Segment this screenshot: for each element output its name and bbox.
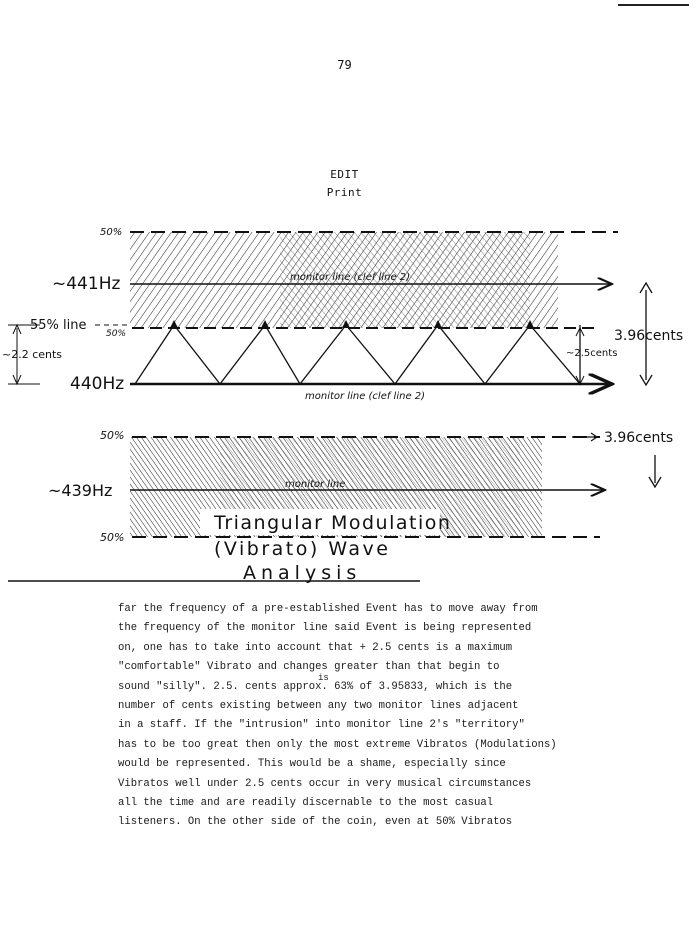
figure-title-line1: Triangular Modulation: [214, 512, 452, 534]
label-monitor-line-upper: monitor line (clef line 2): [290, 272, 411, 283]
body-line: all the time and are readily discernable to the most casual: [118, 796, 494, 809]
vibrato-figure: [0, 215, 689, 590]
heading-print: Print: [326, 186, 363, 199]
label-55-line: 55% line: [30, 318, 87, 333]
label-cents-2-2: ~2.2 cents: [2, 348, 63, 361]
label-freq-439: ~439Hz: [48, 481, 113, 500]
label-cents-right-upper: 3.96cents: [614, 328, 684, 344]
body-line: number of cents existing between any two monitor lines adjacent: [118, 699, 519, 712]
handwritten-insert: is: [318, 672, 329, 683]
body-paragraph: [118, 600, 588, 833]
body-line: in a staff. If the "intrusion" into monitor line 2's "territory": [118, 719, 525, 732]
triangle-wave: [135, 325, 580, 384]
body-line: on, one has to take into account that + 2.5 cents is a maximum: [118, 641, 513, 654]
body-line: far the frequency of a pre-established Event has to move away from: [118, 603, 538, 615]
label-cents-right-lower: 3.96cents: [604, 430, 674, 446]
top-edge-rule: [618, 4, 689, 6]
figure-title-line2: (Vibrato) Wave: [214, 538, 391, 560]
label-bottom-percent: 50%: [100, 531, 125, 544]
page-number: 79: [337, 58, 352, 72]
body-line: Vibratos well under 2.5 cents occur in very musical circumstances: [118, 777, 532, 790]
label-monitor-line-middle: monitor line (clef line 2): [305, 391, 426, 402]
label-monitor-line-lower: monitor line: [285, 479, 346, 490]
body-line: would be represented. This would be a shame, especially since: [118, 758, 506, 771]
label-freq-441: ~441Hz: [52, 274, 121, 294]
label-cents-2-5: ~2.5cents: [566, 348, 618, 359]
body-line: "comfortable" Vibrato and changes greater than that begin to: [118, 661, 500, 674]
body-line: the frequency of the monitor line said Event is being represented: [118, 622, 532, 635]
body-line: sound "silly". 2.5. cents approx. 63% of 3.95833, which is the: [118, 680, 513, 693]
body-line: has to be too great then only the most extreme Vibratos (Modulations): [118, 738, 557, 751]
label-top-percent: 50%: [100, 227, 123, 238]
heading-edit: EDIT: [330, 168, 359, 181]
label-freq-440: 440Hz: [70, 374, 125, 394]
label-mid-percent: 50%: [106, 329, 127, 339]
figure-title-line3: Analysis: [243, 562, 362, 584]
label-lower-percent: 50%: [100, 429, 125, 442]
body-line: listeners. On the other side of the coin, even at 50% Vibratos: [118, 816, 513, 829]
